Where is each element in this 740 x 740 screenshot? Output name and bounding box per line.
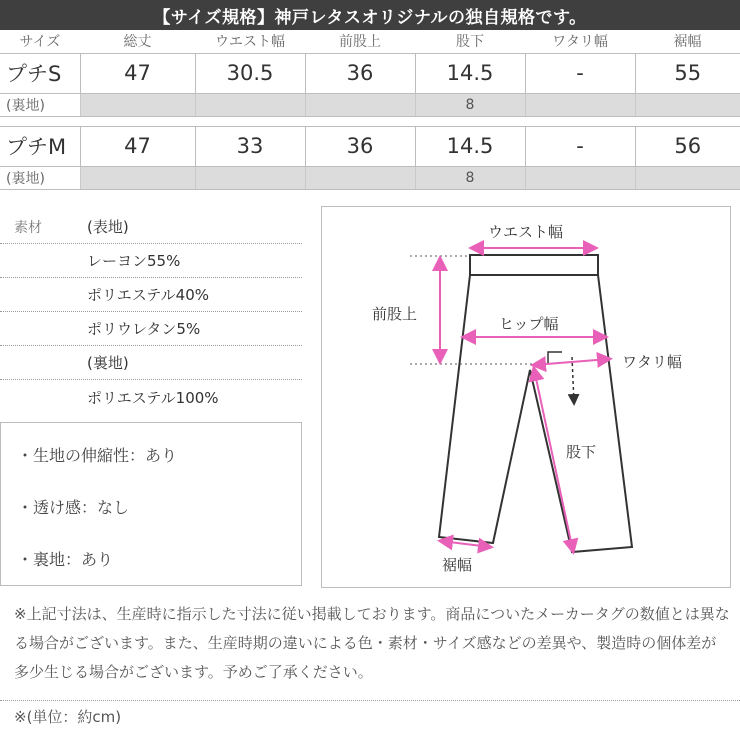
materials-list: [0, 210, 302, 414]
table-cell: 30.5: [195, 53, 305, 93]
inseam-label: 股下: [566, 443, 597, 461]
material-label: 素材: [14, 219, 42, 236]
material-row: [0, 210, 302, 244]
material-text: レーヨン55%: [87, 252, 181, 270]
hip-label: ヒップ幅: [499, 315, 559, 333]
table-header-row: [0, 30, 740, 53]
feature-item: ・透け感：なし: [17, 497, 130, 517]
lining-row: [0, 93, 740, 116]
size-table: [0, 30, 740, 190]
lining-label: (裏地): [0, 93, 80, 116]
table-cell: [525, 166, 635, 189]
thigh-label: ワタリ幅: [622, 353, 682, 371]
table-cell: 56: [635, 126, 740, 166]
lining-value: 8: [415, 93, 525, 116]
table-cell: [635, 166, 740, 189]
row-spacer: [0, 116, 740, 126]
material-text: ポリエステル40%: [87, 286, 209, 304]
column-header: ワタリ幅: [525, 30, 635, 53]
table-cell: -: [525, 126, 635, 166]
pants-diagram: [321, 206, 731, 588]
table-cell: [195, 166, 305, 189]
table-cell: 55: [635, 53, 740, 93]
material-text: ポリウレタン5%: [87, 320, 201, 338]
lining-label: (裏地): [0, 166, 80, 189]
waistband-shape: [470, 255, 598, 275]
column-header: 前股上: [305, 30, 415, 53]
column-header: ウエスト幅: [195, 30, 305, 53]
lining-value: 8: [415, 166, 525, 189]
table-cell: 14.5: [415, 126, 525, 166]
size-name: プチS: [0, 53, 80, 93]
material-row: [0, 346, 302, 380]
table-cell: [195, 93, 305, 116]
material-row: [0, 278, 302, 312]
lining-row: [0, 166, 740, 189]
unit-note: ※(単位：約cm): [14, 708, 122, 726]
column-header: 股下: [415, 30, 525, 53]
material-row: [0, 380, 302, 414]
table-cell: 47: [80, 126, 195, 166]
table-cell: 47: [80, 53, 195, 93]
table-cell: [305, 166, 415, 189]
page-title: 【サイズ規格】神戸レタスオリジナルの独自規格です。: [0, 0, 740, 30]
features-box: [0, 422, 302, 586]
table-cell: [525, 93, 635, 116]
table-cell: -: [525, 53, 635, 93]
table-row: [0, 126, 740, 166]
table-cell: [80, 166, 195, 189]
hem-label: 裾幅: [442, 556, 473, 574]
table-cell: 14.5: [415, 53, 525, 93]
size-name: プチM: [0, 126, 80, 166]
material-text: ポリエステル100%: [87, 388, 219, 407]
table-cell: 36: [305, 126, 415, 166]
table-cell: 36: [305, 53, 415, 93]
waist-label: ウエスト幅: [488, 223, 564, 241]
material-text: (表地): [87, 218, 129, 236]
column-header: 総丈: [80, 30, 195, 53]
pants-illustration: [322, 207, 732, 589]
material-text: (裏地): [87, 354, 129, 372]
table-cell: [80, 93, 195, 116]
table-cell: [635, 93, 740, 116]
feature-item: ・生地の伸縮性：あり: [17, 445, 178, 465]
column-header: サイズ: [0, 30, 80, 53]
table-cell: 33: [195, 126, 305, 166]
rise-label: 前股上: [372, 305, 418, 323]
table-row: [0, 53, 740, 93]
feature-item: ・裏地：あり: [17, 549, 114, 569]
column-header: 裾幅: [635, 30, 740, 53]
notes-text: ※上記寸法は、生産時に指示した寸法に従い掲載しております。商品についたメーカータグの数値とは異なる場合がございます。また、生産時期の違いによる色・素材・サイズ感などの差異や、製造時の個体差が多少生じる場合がございます。予めご了承ください。: [14, 605, 730, 681]
table-cell: [305, 93, 415, 116]
material-row: [0, 244, 302, 278]
notes-divider: [0, 700, 740, 701]
material-row: [0, 312, 302, 346]
